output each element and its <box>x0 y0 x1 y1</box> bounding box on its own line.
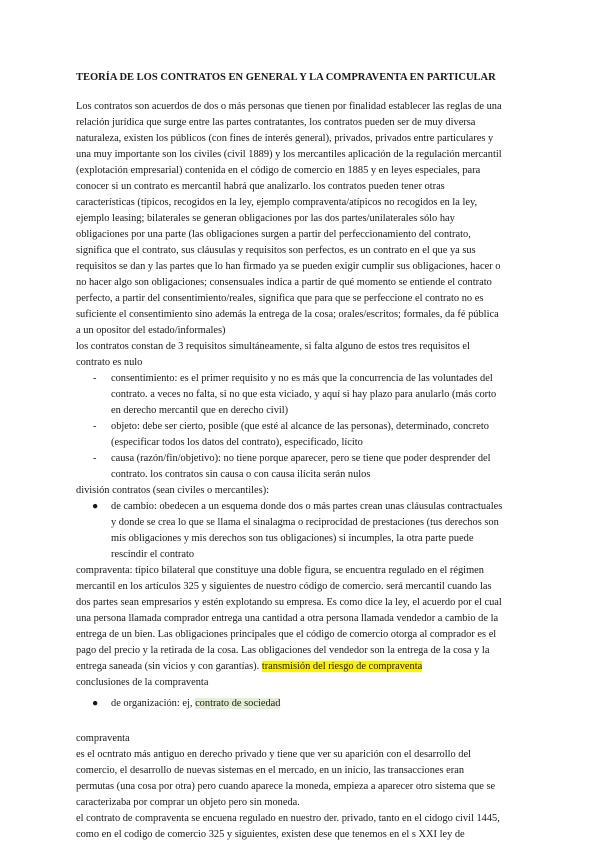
round-bullet: ● <box>92 698 99 709</box>
round-bullet: ● <box>92 501 99 512</box>
dash-bullet: - <box>93 373 97 384</box>
compraventa-line: compraventa: típico bilateral que constituye una doble figura, se encuentra regulado en el régimen <box>76 565 484 576</box>
requisito-line: causa (razón/fin/objetivo): no tiene porque aparecer, pero se tiene que poder desprender del <box>111 453 491 464</box>
organizacion-prefix: de organización: ej, <box>111 698 196 709</box>
compraventa2-line: el contrato de compraventa se encuena regulado en nuestro der. privado, tanto en el cidogo civil 1445, <box>76 813 500 824</box>
division-item-line: y donde se crea lo que se llama el sinalagma o reciprocidad de prestaciones (tus derechos son <box>111 517 499 528</box>
requisito-line: (especificar todos los datos del contrato), especificado, lícito <box>111 437 363 448</box>
compraventa-last-text: entrega saneada (sin vicios y con garantías). <box>76 661 262 672</box>
dash-bullet: - <box>93 453 97 464</box>
document-title: TEORÍA DE LOS CONTRATOS EN GENERAL Y LA COMPRAVENTA EN PARTICULAR <box>76 72 496 83</box>
compraventa2-line: permutas (una cosa por otra) pero cuando aparece la moneda, empieza a aparecer otro sistema que se <box>76 781 496 792</box>
intro-line: a un opositor del estado/informales) <box>76 325 226 336</box>
intro-line: una muy importante son los civiles (civil 1889) y los mercantiles aplicación de la regulación mercantil <box>76 149 502 160</box>
intro-line: relación jurídica que surge entre las partes contratantes, los contratos pueden ser de muy diversa <box>76 117 476 128</box>
compraventa-last-line <box>76 661 422 673</box>
intro-line: características (típicos, recogidos en la ley, ejemplo compraventa/atípicos no recogidos en la ley, <box>76 197 478 208</box>
conclusiones-heading: conclusiones de la compraventa <box>76 677 209 688</box>
highlighted-text: transmisión del riesgo de compraventa <box>261 661 423 672</box>
requisito-line: en derecho mercantil que en derecho civil) <box>111 405 289 416</box>
intro-line: suficiente el consentimiento sino además la entrega de la cosa; orales/escritos; formales, da fé pública <box>76 309 499 320</box>
highlighted-text: contrato de sociedad <box>195 698 281 709</box>
compraventa-line: mercantil en los artículos 325 y siguientes de nuestro código de comercio. será mercantil cuando las <box>76 581 492 592</box>
compraventa2-line: caracterizaba por comprar un objeto pero sin moneda. <box>76 797 300 808</box>
intro-line: perfecto, a partir del consentimiento/reales, significa que para que se perfeccione el contrato no es <box>76 293 484 304</box>
compraventa2-line: como en el codigo de comercio 325 y siguientes, existen dese que tenemos en el s XXI ley de <box>76 829 465 840</box>
requisito-line: objeto: debe ser cierto, posible (que esté al alcance de las personas), determinado, concreto <box>111 421 489 432</box>
section-heading: compraventa <box>76 733 130 744</box>
requisito-line: contrato. a veces no falta, si no que esta viciado, y aquí si hay plazo para anularlo (más corto <box>111 389 497 400</box>
requisitos-intro-line: contrato es nulo <box>76 357 143 368</box>
intro-line: (explotación empresarial) contenida en el código de comercio en 1885 y en leyes especiales, para <box>76 165 481 176</box>
intro-line: conocer si un contrato es mercantil habrá que analizarlo. los contratos pueden tener otras <box>76 181 445 192</box>
intro-line: no hacer algo son obligaciones; consensuales indica a partir de qué momento se entiende el contrato <box>76 277 492 288</box>
requisito-line: consentimiento: es el primer requisito y no es más que la concurrencia de las voluntades del <box>111 373 493 384</box>
compraventa-line: entrega de un bien. Las obligaciones principales que el código de comercio otorga al comprador es el <box>76 629 497 640</box>
compraventa-line: una persona llamada comprador entrega una cantidad a otra persona llamada vendedor a cambio de la <box>76 613 499 624</box>
intro-line: naturaleza, existen los públicos (con fines de interés general), privados, privados entre particulares y <box>76 133 494 144</box>
intro-line: ejemplo leasing; bilaterales se generan obligaciones por las dos partes/unilaterales sólo hay <box>76 213 455 224</box>
intro-line: Los contratos son acuerdos de dos o más personas que tienen por finalidad establecer las reglas de una <box>76 101 502 112</box>
requisito-line: contrato. los contratos sin causa o con causa ilícita serán nulos <box>111 469 371 480</box>
intro-line: requisitos se dan y las partes que lo han firmado ya se pueden exigir cumplir sus obligaciones, hacer o <box>76 261 501 272</box>
division-item-line: mis obligaciones y mis derechos son tus obligaciones) si incumples, la otra parte puede <box>111 533 474 544</box>
compraventa-line: dos partes sean empresarios y estén explotando su empresa. Es como dice la ley, el acuerdo por el cual <box>76 597 502 608</box>
compraventa2-line: comercio, el desarrollo de nuevas sistemas en el mercado, en un inicio, las transacciones eran <box>76 765 465 776</box>
compraventa2-line: es el ocntrato más antiguo en derecho privado y tiene que ver su aparición con el desarrollo del <box>76 749 471 760</box>
intro-line: obligaciones por una parte (las obligaciones surgen a partir del perfeccionamiento del contrato, <box>76 229 471 240</box>
intro-line: significa que el contrato, sus cláusulas y requisitos son perfectos, es un contrato en el que ya sus <box>76 245 476 256</box>
compraventa-line: pago del precio y la retirada de la cosa. Las obligaciones del vendedor son la entrega de la cosa y la <box>76 645 490 656</box>
division-heading: división contratos (sean civiles o mercantiles): <box>76 485 270 496</box>
requisitos-intro-line: los contratos constan de 3 requisitos simultáneamente, si falta alguno de estos tres requisitos el <box>76 341 470 352</box>
division-item-line: rescindir el contrato <box>111 549 195 560</box>
organizacion-item <box>111 698 280 710</box>
dash-bullet: - <box>93 421 97 432</box>
division-item-line: de cambio: obedecen a un esquema donde dos o más partes crean unas cláusulas contractuales <box>111 501 503 512</box>
